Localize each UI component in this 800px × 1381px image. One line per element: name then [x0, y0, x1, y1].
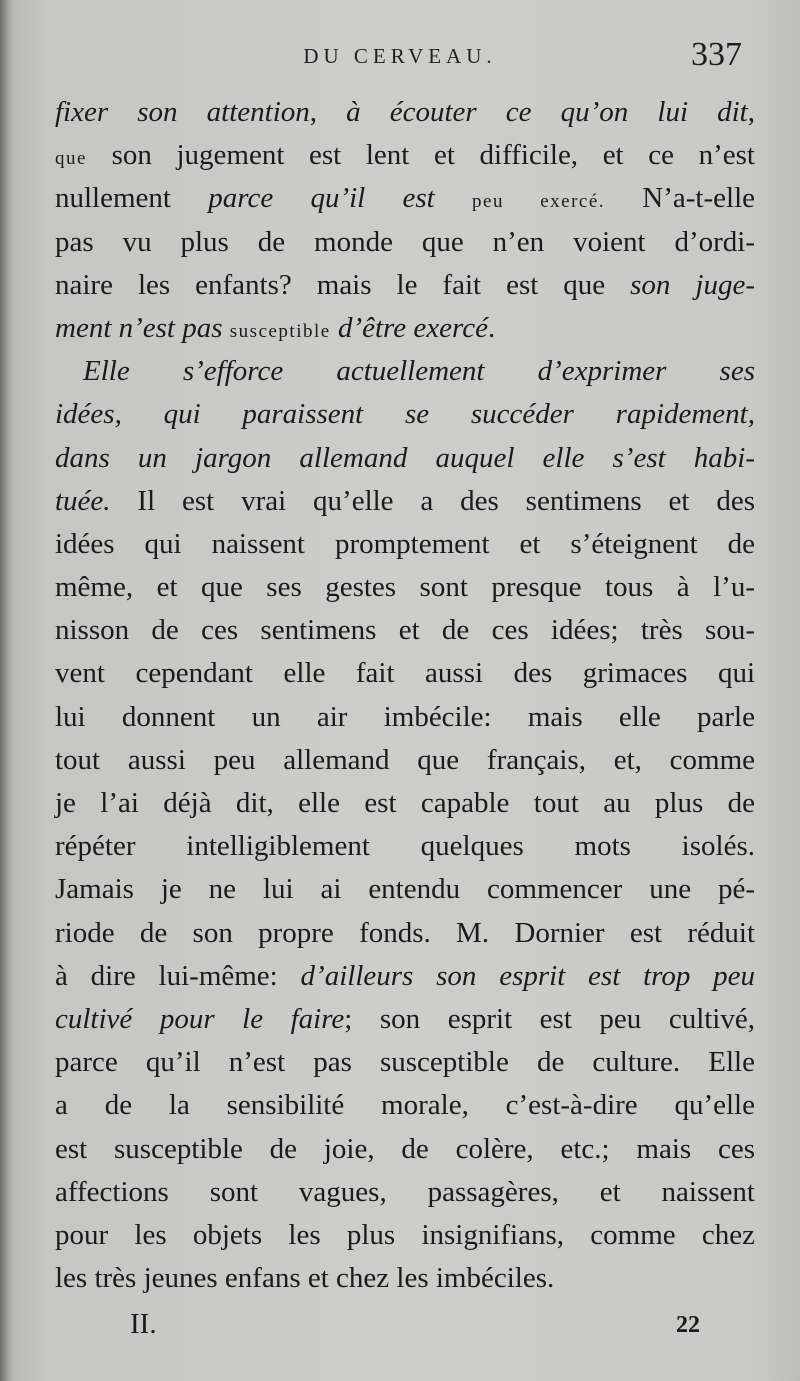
text-line	[55, 1128, 755, 1171]
text-line	[55, 955, 755, 998]
text-line	[55, 480, 755, 523]
text-line	[55, 1257, 755, 1300]
italic-run: tuée.	[55, 484, 111, 517]
italic-run: fixer son attention	[55, 96, 310, 128]
text-run: même, et que ses gestes sont presque tous à l’u-	[55, 571, 755, 604]
text-line	[55, 739, 755, 782]
text-line	[55, 177, 755, 220]
body-text	[55, 91, 755, 1300]
text-run: Jamais je ne lui ai entendu commencer une pé-	[55, 873, 755, 906]
text-run: a de la sensibilité morale, c’est-à-dire qu’elle	[55, 1089, 755, 1122]
text-run: pas vu plus de monde que n’en voient d’ordi-	[55, 225, 755, 258]
signature-mark: 22	[676, 1312, 700, 1338]
text-run: Il est vrai qu’elle a des sentimens et des	[110, 484, 755, 517]
binding-shadow	[0, 0, 14, 1381]
text-run: ,	[747, 96, 755, 128]
italic-run: Elle s’efforce actuellement d’exprimer ses	[83, 355, 755, 388]
text-run: ; son esprit est peu cultivé,	[344, 1002, 755, 1035]
italic-run: cultivé pour le faire	[55, 1002, 345, 1035]
text-line	[55, 264, 755, 307]
text-run: lui donnent un air imbécile: mais elle parle	[55, 700, 755, 733]
text-run: son jugement est lent et difficile, et ce n’est	[86, 139, 755, 172]
text-run: répéter intelligiblement quelques mots isolés.	[55, 830, 755, 863]
text-run: ,	[309, 96, 347, 128]
text-line	[55, 696, 755, 739]
text-run: .	[487, 311, 496, 344]
text-line	[55, 609, 755, 652]
page-number: 337	[691, 36, 742, 73]
text-run: parce qu’il n’est pas susceptible de culture. Elle	[55, 1046, 755, 1079]
page-header	[0, 36, 800, 86]
text-run: N’a-t-elle	[605, 182, 756, 215]
text-line	[55, 393, 755, 436]
text-line	[55, 437, 755, 480]
text-line	[55, 912, 755, 955]
text-run: riode de son propre fonds. M. Dornier est réduit	[55, 916, 755, 949]
text-run: à dire lui-même:	[55, 959, 301, 992]
text-line	[55, 1171, 755, 1214]
italic-run: d’ailleurs son esprit est trop peu	[300, 959, 755, 992]
text-line	[55, 1084, 755, 1127]
text-run: nisson de ces sentimens et de ces idées; très sou-	[55, 614, 755, 647]
text-line	[55, 1214, 755, 1257]
italic-run: dans un jargon allemand auquel elle s’est habi-	[55, 441, 755, 474]
italic-run: son juge-	[630, 268, 756, 301]
text-run: vent cependant elle fait aussi des grimaces qui	[55, 657, 755, 690]
italic-run: ment n’est pas	[55, 311, 223, 344]
text-line	[55, 221, 755, 264]
text-line	[55, 566, 755, 609]
text-line	[55, 350, 755, 393]
text-run: nullement	[55, 182, 209, 215]
italic-run: à écouter ce qu’on lui dit	[346, 96, 748, 128]
text-line	[55, 998, 755, 1041]
text-run: idées qui naissent promptement et s’éteignent de	[55, 527, 755, 560]
text-line	[55, 307, 755, 350]
text-run	[223, 312, 230, 344]
text-line	[55, 1041, 755, 1084]
volume-number: II.	[130, 1308, 157, 1340]
small-caps-run: susceptible	[229, 320, 331, 342]
text-run	[435, 182, 472, 214]
text-line	[55, 91, 755, 134]
page-footer	[0, 1308, 800, 1348]
text-line	[55, 825, 755, 868]
italic-run: d’être exercé	[337, 311, 488, 344]
italic-run: parce qu’il est	[208, 182, 435, 215]
text-run: pour les objets les plus insignifians, comme chez	[55, 1218, 755, 1251]
text-line	[55, 134, 755, 177]
small-caps-run: que	[55, 148, 87, 170]
running-head: DU CERVEAU.	[303, 44, 497, 68]
text-run	[331, 312, 338, 344]
text-line	[55, 782, 755, 825]
text-run: naire les enfants? mais le fait est que	[55, 268, 631, 301]
text-run: affections sont vagues, passagères, et naissent	[55, 1175, 755, 1208]
text-line	[55, 868, 755, 911]
italic-run: idées, qui paraissent se succéder rapidement,	[55, 398, 755, 431]
text-run: je l’ai déjà dit, elle est capable tout au plus de	[55, 787, 755, 819]
text-run: les très jeunes enfans et chez les imbéciles.	[55, 1262, 555, 1295]
text-line	[55, 652, 755, 695]
small-caps-run: peu exercé.	[472, 191, 606, 213]
text-line	[55, 523, 755, 566]
text-run: tout aussi peu allemand que français, et, comme	[55, 743, 755, 776]
text-run: est susceptible de joie, de colère, etc.; mais ces	[55, 1132, 755, 1165]
